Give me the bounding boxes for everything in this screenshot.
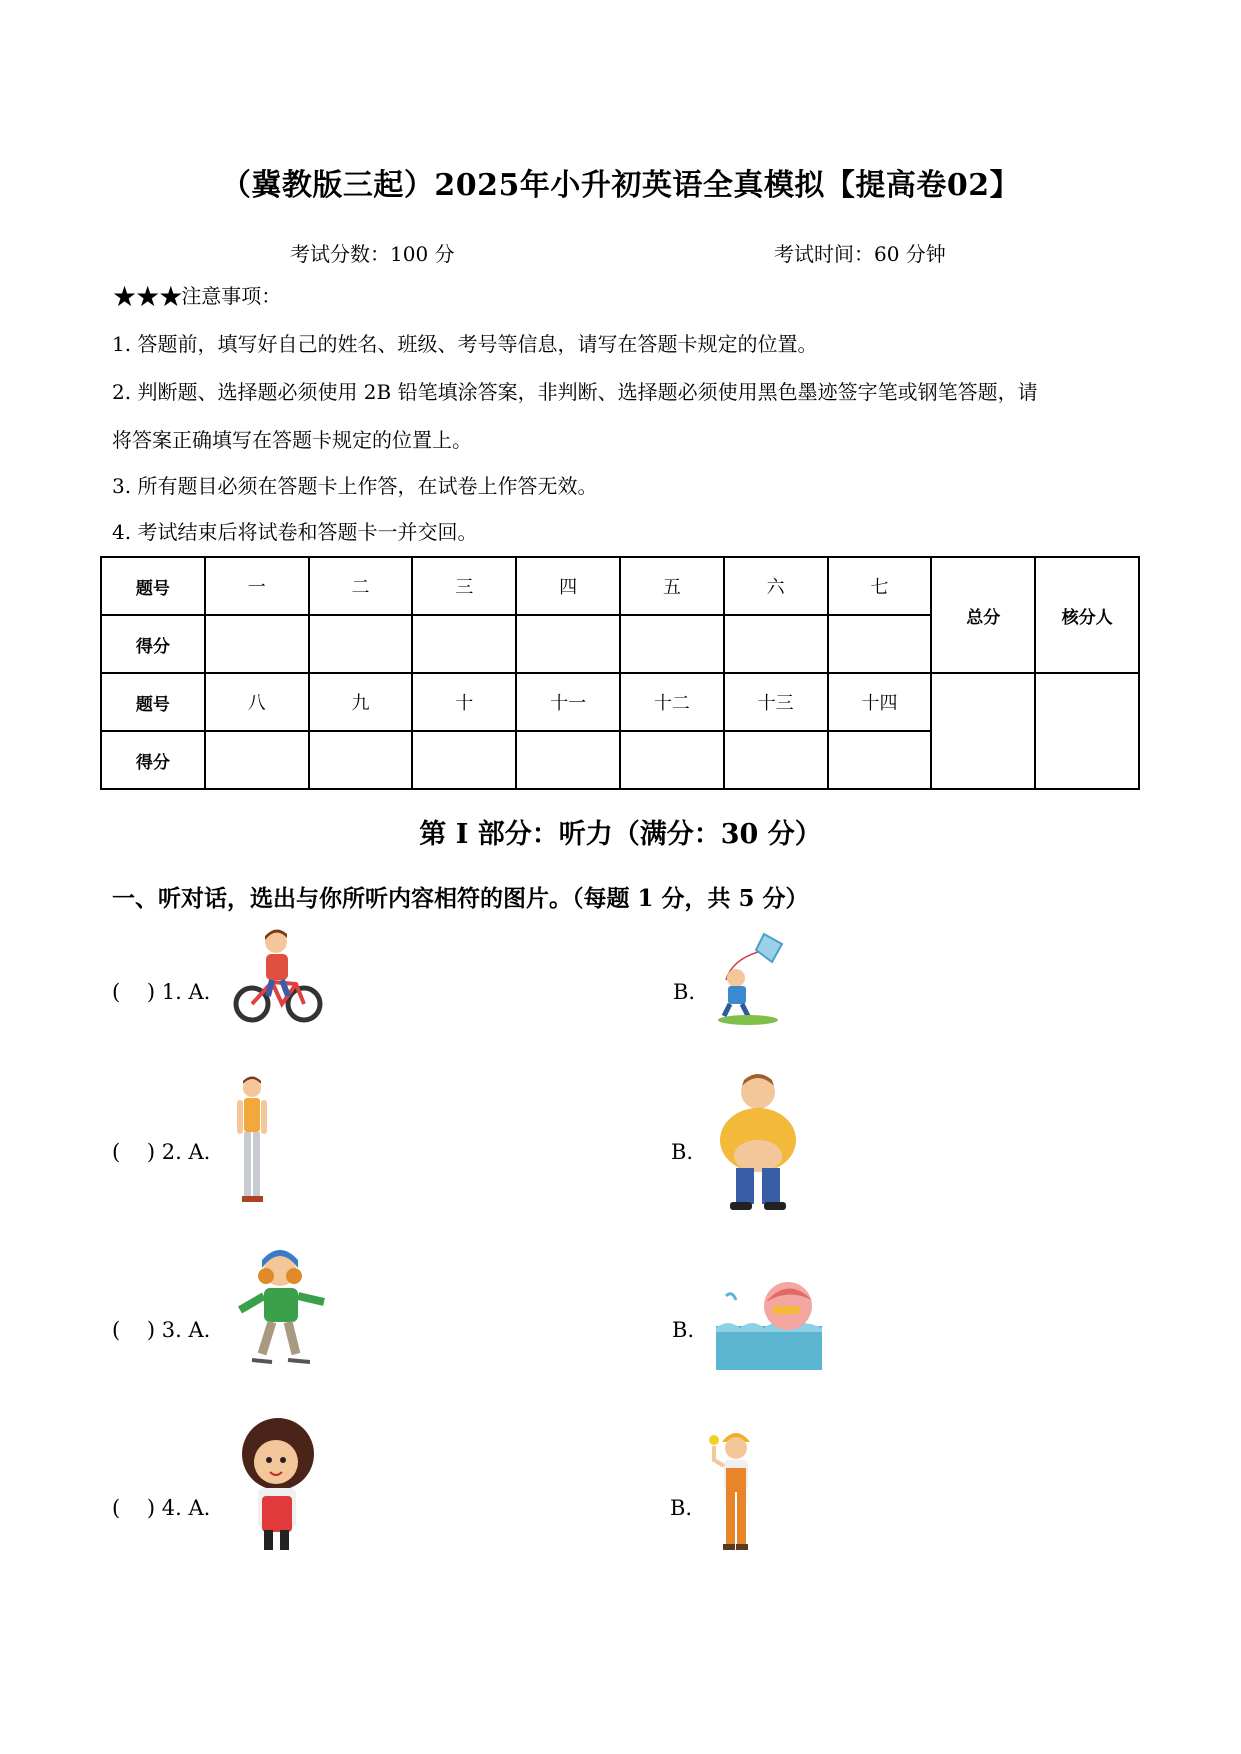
score-cell[interactable]	[412, 615, 516, 673]
score-cell[interactable]	[205, 615, 309, 673]
question-number-cell: 十	[412, 673, 516, 731]
thin-man-image	[232, 1076, 272, 1208]
score-cell[interactable]	[516, 615, 620, 673]
question-3-option-a[interactable]: ( ) 3. A.	[112, 1318, 211, 1342]
notes-heading-text: 注意事项：	[181, 284, 282, 308]
note-item: 1. 答题前，填写好自己的姓名、班级、考号等信息，请写在答题卡规定的位置。	[112, 332, 818, 356]
total-score-cell[interactable]	[931, 673, 1035, 789]
score-cell[interactable]	[724, 615, 828, 673]
question-number-cell: 一	[205, 557, 309, 615]
section-heading: 一、听对话，选出与你所听内容相符的图片。（每题 1 分，共 5 分）	[112, 885, 809, 912]
row-label-number: 题号	[101, 673, 205, 731]
girl-ice-skating-image	[232, 1246, 334, 1378]
page-title: （冀教版三起）2025年小升初英语全真模拟【提高卷02】	[220, 168, 1021, 203]
score-cell[interactable]	[309, 731, 413, 789]
question-number-cell: 六	[724, 557, 828, 615]
score-cell[interactable]	[516, 731, 620, 789]
question-1-option-b[interactable]: B.	[673, 980, 696, 1004]
score-cell[interactable]	[620, 731, 724, 789]
question-2-option-a[interactable]: ( ) 2. A.	[112, 1140, 211, 1164]
score-cell[interactable]	[309, 615, 413, 673]
boy-riding-bicycle-image	[232, 926, 324, 1026]
question-number-cell: 十一	[516, 673, 620, 731]
row-label-score: 得分	[101, 731, 205, 789]
part-title: 第 Ⅰ 部分：听力（满分：30 分）	[419, 819, 822, 850]
score-cell[interactable]	[620, 615, 724, 673]
note-item: 2. 判断题、选择题必须使用 2B 铅笔填涂答案，非判断、选择题必须使用黑色墨迹签字笔或钢笔答题，请	[112, 380, 1038, 404]
boy-flying-kite-image	[712, 930, 788, 1026]
question-number-cell: 十三	[724, 673, 828, 731]
question-number-cell: 十四	[828, 673, 932, 731]
note-item: 4. 考试结束后将试卷和答题卡一并交回。	[112, 520, 478, 544]
question-4-option-a[interactable]: ( ) 4. A.	[112, 1496, 211, 1520]
woman-in-apron-image	[232, 1418, 324, 1554]
question-number-cell: 二	[309, 557, 413, 615]
person-swimming-image	[716, 1266, 822, 1370]
score-cell[interactable]	[828, 731, 932, 789]
score-table	[100, 556, 1140, 790]
score-cell[interactable]	[412, 731, 516, 789]
fat-man-image	[712, 1070, 804, 1212]
star-icon: ★★★	[112, 280, 182, 313]
question-number-cell: 九	[309, 673, 413, 731]
row-label-score: 得分	[101, 615, 205, 673]
question-2-option-b[interactable]: B.	[671, 1140, 694, 1164]
note-item: 3. 所有题目必须在答题卡上作答，在试卷上作答无效。	[112, 474, 598, 498]
checker-cell[interactable]	[1035, 673, 1139, 789]
notes-heading	[112, 280, 281, 313]
checker-header: 核分人	[1035, 557, 1139, 673]
question-1-option-a[interactable]: ( ) 1. A.	[112, 980, 211, 1004]
question-3-option-b[interactable]: B.	[672, 1318, 695, 1342]
question-number-cell: 四	[516, 557, 620, 615]
woman-worker-image	[708, 1426, 760, 1556]
question-number-cell: 五	[620, 557, 724, 615]
question-number-cell: 三	[412, 557, 516, 615]
question-4-option-b[interactable]: B.	[670, 1496, 693, 1520]
question-number-cell: 八	[205, 673, 309, 731]
score-cell[interactable]	[205, 731, 309, 789]
note-item: 将答案正确填写在答题卡规定的位置上。	[112, 428, 472, 452]
question-number-cell: 十二	[620, 673, 724, 731]
exam-score-info: 考试分数：100 分	[290, 242, 455, 266]
exam-time-info: 考试时间：60 分钟	[774, 242, 946, 266]
row-label-number: 题号	[101, 557, 205, 615]
score-cell[interactable]	[828, 615, 932, 673]
score-cell[interactable]	[724, 731, 828, 789]
total-score-header: 总分	[931, 557, 1035, 673]
question-number-cell: 七	[828, 557, 932, 615]
